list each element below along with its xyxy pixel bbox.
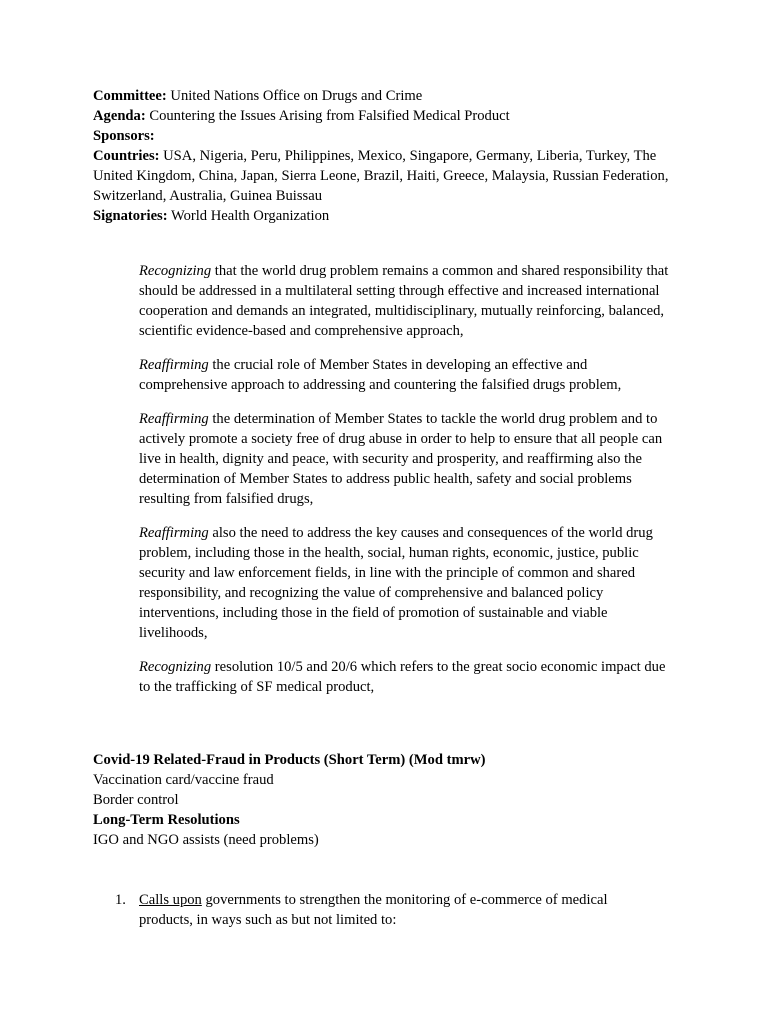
agenda-label: Agenda: (93, 108, 146, 124)
short-term-heading: Covid-19 Related-Fraud in Products (Short Term) (Mod tmrw) (93, 752, 486, 768)
agenda-line (93, 106, 673, 126)
clause-number: 1. (115, 892, 126, 908)
note-item: Vaccination card/vaccine fraud (93, 772, 274, 788)
note-item: IGO and NGO assists (need problems) (93, 832, 319, 848)
clause-text: that the world drug problem remains a common and shared responsibility that should be addressed in a multilateral setting through effective and increased international cooperation and demands an integrated, multidisciplinary, mutually reinforcing, balanced, scientific evidence-based and comprehensive approach, (139, 263, 669, 339)
agenda-value: Countering the Issues Arising from Falsified Medical Product (145, 108, 510, 124)
draft-notes (93, 750, 673, 850)
sponsors-label: Sponsors: (93, 128, 155, 144)
preamble-clause (139, 261, 679, 341)
signatories-value: World Health Organization (167, 208, 330, 224)
clause-text: governments to strengthen the monitoring of e-commerce of medical products, in ways such as but not limited to: (139, 892, 608, 928)
countries-label: Countries: (93, 148, 160, 164)
sponsors-line (93, 126, 673, 146)
clause-body (139, 890, 659, 930)
operative-verb: Calls upon (139, 892, 202, 908)
preamble-clause (139, 355, 679, 395)
operative-clauses (115, 890, 675, 930)
preamble-clause (139, 409, 679, 509)
clause-text: the determination of Member States to tackle the world drug problem and to actively promote a society free of drug abuse in order to help to ensure that all people can live in health, dignity and peace, with security and prosperity, and reaffirming also the determination of Member States to address public health, safety and social problems resulting from falsified drugs, (139, 411, 663, 507)
clause-verb: Recognizing (139, 263, 212, 279)
countries-value: USA, Nigeria, Peru, Philippines, Mexico, Singapore, Germany, Liberia, Turkey, The United Kingdom, China, Japan, Sierra Leone, Brazil, Haiti, Greece, Malaysia, Russian Federation, Switzerland, Australia, Guinea Buissau (93, 148, 669, 204)
countries-line (93, 146, 673, 206)
committee-value: United Nations Office on Drugs and Crime (166, 88, 423, 104)
resolution-header (93, 86, 673, 226)
clause-text: resolution 10/5 and 20/6 which refers to the great socio economic impact due to the trafficking of SF medical product, (139, 659, 666, 695)
signatories-label: Signatories: (93, 208, 168, 224)
clause-verb: Reaffirming (139, 525, 209, 541)
clause-text: also the need to address the key causes and consequences of the world drug problem, including those in the health, social, human rights, economic, justice, public security and law enforcement fields, in line with the principle of common and shared responsibility, and recognizing the value of comprehensive and balanced policy interventions, including those in the field of promotion of sustainable and viable livelihoods, (139, 525, 653, 641)
committee-line (93, 86, 673, 106)
note-item: Border control (93, 792, 179, 808)
committee-label: Committee: (93, 88, 167, 104)
clause-text: the crucial role of Member States in developing an effective and comprehensive approach to addressing and countering the falsified drugs problem, (139, 357, 622, 393)
clause-verb: Recognizing (139, 659, 212, 675)
clause-verb: Reaffirming (139, 357, 209, 373)
signatories-line (93, 206, 673, 226)
preambulatory-clauses (139, 261, 679, 711)
preamble-clause (139, 657, 679, 697)
clause-verb: Reaffirming (139, 411, 209, 427)
long-term-heading: Long-Term Resolutions (93, 812, 240, 828)
operative-clause (115, 890, 675, 930)
preamble-clause (139, 523, 679, 643)
